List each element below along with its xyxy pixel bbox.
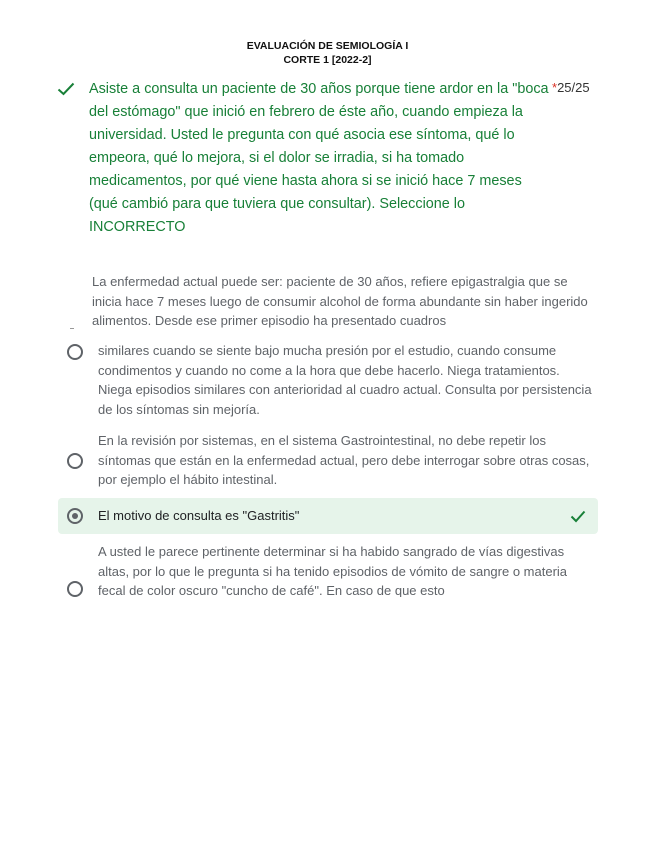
page-cut-marker bbox=[70, 328, 74, 329]
option-1-radio[interactable] bbox=[67, 344, 83, 360]
required-mark: * bbox=[552, 80, 558, 95]
option-4-text: A usted le parece pertinente determinar si ha habido sangrado de vías digestivas altas, por lo que le pregunta si ha tenido episodios de vómito de sangre o materia fecal de color oscuro "cuncho de café". En caso de que esto bbox=[98, 544, 568, 597]
question-text: Asiste a consulta un paciente de 30 años porque tiene ardor en la "boca del estómago" que inició en febrero de éste año, cuando empieza la universidad. Usted le pregunta con qué asocia ese síntoma, qué lo empeora, qué lo mejora, si el dolor se irradia, si ha tomado medicamentos, por qué viene hasta ahora si se inició hace 7 meses (qué cambió para que tuviera que consultar). Seleccione lo INCORRECTO bbox=[89, 81, 549, 235]
form-title: EVALUACIÓN DE SEMIOLOGÍA I bbox=[246, 40, 409, 52]
option-1-text: similares cuando se siente bajo mucha presión por el estudio, cuando consume condimentos y cuando no come a la hora que debe hacerlo. Niega tratamientos. Niega episodios similares con anterioridad al cuadro actual. Consulta por persistencia de los síntomas sin mejoría. bbox=[98, 343, 592, 417]
option-3-radio[interactable] bbox=[67, 508, 83, 524]
score-badge bbox=[552, 80, 590, 95]
option-1[interactable] bbox=[58, 340, 598, 420]
form-header bbox=[0, 39, 655, 67]
option-1-text-top: La enfermedad actual puede ser: paciente de 30 años, refiere epigastralgia que se inicia hace 7 meses luego de consumir alcohol de forma abundante sin haber ingerido alimentos. Desde ese primer episodio ha presentado cuadros bbox=[92, 274, 588, 328]
option-4-radio[interactable] bbox=[67, 581, 83, 597]
option-4[interactable] bbox=[58, 541, 598, 597]
option-2[interactable] bbox=[58, 431, 598, 491]
option-2-radio[interactable] bbox=[67, 453, 83, 469]
correct-check-icon bbox=[57, 82, 75, 96]
option-3-selected[interactable] bbox=[58, 498, 598, 534]
form-subtitle: CORTE 1 [2022-2] bbox=[283, 54, 372, 66]
score-value: 25/25 bbox=[557, 80, 590, 95]
option-3-text: El motivo de consulta es "Gastritis" bbox=[98, 508, 300, 523]
option-2-text: En la revisión por sistemas, en el sistema Gastrointestinal, no debe repetir los síntomas que están en la enfermedad actual, pero debe interrogar sobre otras cosas, por ejemplo el hábito intestinal. bbox=[98, 433, 590, 487]
option-correct-check-icon bbox=[570, 510, 586, 523]
